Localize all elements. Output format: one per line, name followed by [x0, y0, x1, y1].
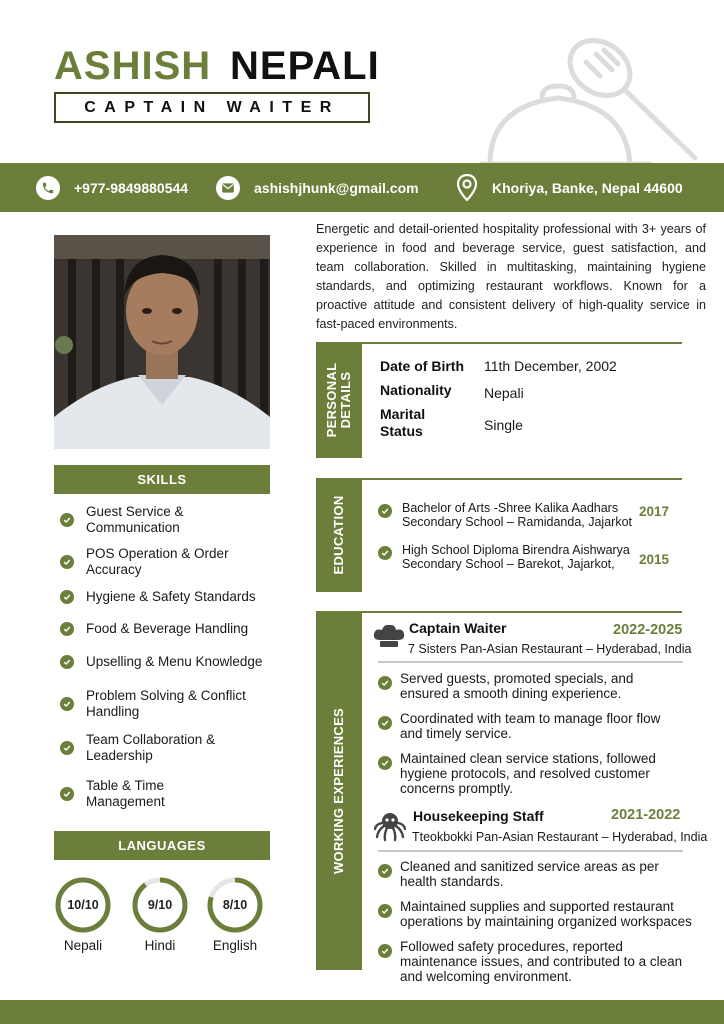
- skill-item: [60, 732, 274, 764]
- language-hindi: [131, 876, 189, 953]
- check-icon: [378, 904, 392, 918]
- bullet-line: Maintained clean service stations, followed: [400, 751, 656, 766]
- skill-item: [60, 654, 274, 670]
- skill-label: Hygiene & Safety Standards: [86, 589, 256, 604]
- footer-band: [0, 1000, 724, 1024]
- divider: [362, 478, 682, 480]
- check-icon: [378, 716, 392, 730]
- personal-details-label: [325, 363, 353, 438]
- languages-heading: LANGUAGES: [54, 831, 270, 860]
- language-name: Hindi: [144, 938, 176, 953]
- dob-value: 11th December, 2002: [484, 358, 617, 374]
- check-icon: [60, 741, 74, 755]
- marital-value: Single: [484, 417, 523, 433]
- contact-phone: [36, 163, 188, 212]
- job-title: Captain Waiter: [409, 620, 507, 636]
- skill-label: Table & Time Management: [86, 778, 165, 809]
- job-bullet: [378, 899, 708, 929]
- label-line: PERSONAL: [324, 362, 339, 438]
- check-icon: [60, 622, 74, 636]
- check-icon: [60, 787, 74, 801]
- check-icon: [60, 513, 74, 527]
- education-year: 2015: [639, 552, 670, 567]
- dob-label: Date of Birth: [380, 358, 464, 374]
- skill-label: Problem Solving & Conflict Handling: [86, 688, 246, 719]
- skill-label: Guest Service & Communication: [86, 504, 184, 535]
- contact-location: [456, 163, 683, 212]
- bullet-line: maintenance issues, and contributed to a clean: [400, 954, 683, 969]
- check-icon: [378, 546, 392, 560]
- phone-icon: [36, 176, 60, 200]
- job-years: 2021-2022: [611, 807, 681, 823]
- education-line: High School Diploma Birendra Aishwarya: [402, 543, 630, 557]
- skill-item: [60, 621, 274, 637]
- language-score: 8/10: [222, 898, 248, 912]
- language-english: [206, 876, 264, 953]
- bullet-line: Coordinated with team to manage floor flow: [400, 711, 661, 726]
- job-bullet: [378, 751, 708, 796]
- check-icon: [378, 864, 392, 878]
- email-icon: [216, 176, 240, 200]
- bullet-line: Cleaned and sanitized service areas as per: [400, 859, 659, 874]
- divider: [378, 850, 683, 852]
- octopus-icon: [374, 810, 406, 842]
- label-line: Marital: [380, 406, 426, 422]
- job-bullet: [378, 711, 708, 741]
- education-item: [378, 501, 678, 529]
- job-title-box: [54, 92, 370, 123]
- phone-number[interactable]: +977-9849880544: [74, 179, 189, 196]
- language-nepali: [54, 876, 112, 953]
- education-item: [378, 543, 678, 571]
- check-icon: [60, 655, 74, 669]
- language-name: English: [212, 938, 258, 953]
- label-line: Status: [380, 423, 423, 439]
- education-year: 2017: [639, 504, 670, 519]
- job-bullet: [378, 939, 708, 984]
- bullet-line: Maintained supplies and supported restaurant: [400, 899, 674, 914]
- experience-bar: [316, 611, 362, 970]
- job-place: 7 Sisters Pan-Asian Restaurant – Hyderabad, India: [408, 642, 692, 656]
- check-icon: [378, 944, 392, 958]
- bullet-line: ensured a smooth dining experience.: [400, 686, 622, 701]
- experience-label: WORKING EXPERIENCES: [331, 707, 346, 874]
- skill-item: [60, 589, 274, 605]
- bullet-line: Followed safety procedures, reported: [400, 939, 623, 954]
- language-score: 9/10: [147, 898, 173, 912]
- kitchen-utensils-icon: [480, 28, 724, 168]
- nationality-value: Nepali: [484, 385, 524, 401]
- last-name: NEPALI: [230, 44, 380, 88]
- first-name: ASHISH: [54, 44, 212, 88]
- education-label: EDUCATION: [331, 495, 346, 575]
- job-years: 2022-2025: [613, 622, 683, 638]
- location-pin-icon: [456, 176, 478, 200]
- marital-label: [380, 406, 425, 440]
- skill-label: Upselling & Menu Knowledge: [86, 654, 263, 669]
- profile-photo: [54, 235, 270, 449]
- education-line: Bachelor of Arts -Shree Kalika Aadhars: [402, 501, 619, 515]
- bullet-line: Served guests, promoted specials, and: [400, 671, 634, 686]
- job-title: Housekeeping Staff: [413, 808, 544, 824]
- job-bullet: [378, 671, 708, 701]
- bullet-line: concerns promptly.: [400, 781, 514, 796]
- education-bar: [316, 478, 362, 592]
- job-bullet: [378, 859, 708, 889]
- skills-heading: SKILLS: [54, 465, 270, 494]
- skill-label: POS Operation & Order Accuracy: [86, 546, 229, 577]
- nationality-label: Nationality: [380, 382, 452, 398]
- contact-email: [216, 163, 419, 212]
- education-line: Secondary School – Barekot, Jajarkot,: [402, 557, 615, 571]
- profile-summary: Energetic and detail-oriented hospitality professional with 3+ years of experience in food and beverage service, guest satisfaction, and team collaboration. Skilled in multitasking, maintaining hygiene standards, and optimizing restaurant workflows. Known for a proactive attitude and consistent delivery of high-quality service in fast-paced environments.: [316, 222, 706, 331]
- email-address[interactable]: ashishjhunk@gmail.com: [254, 179, 419, 196]
- check-icon: [60, 590, 74, 604]
- bullet-line: operations by maintaining organized workspaces: [400, 914, 692, 929]
- skill-item: [60, 546, 274, 578]
- personal-details-bar: [316, 342, 362, 458]
- job-place: Tteokbokki Pan-Asian Restaurant – Hyderabad, India: [412, 830, 708, 844]
- skill-label: Food & Beverage Handling: [86, 621, 249, 636]
- bullet-line: and welcoming environment.: [400, 969, 572, 984]
- label-line: DETAILS: [338, 371, 353, 429]
- divider: [362, 611, 682, 613]
- bullet-line: health standards.: [400, 874, 504, 889]
- check-icon: [378, 756, 392, 770]
- language-name: Nepali: [63, 938, 103, 953]
- job-title: CAPTAIN WAITER: [84, 98, 340, 116]
- bullet-line: hygiene protocols, and resolved customer: [400, 766, 650, 781]
- divider: [378, 661, 683, 663]
- divider: [362, 342, 682, 344]
- language-score: 10/10: [67, 898, 99, 912]
- bullet-line: and timely service.: [400, 726, 512, 741]
- skill-item: [60, 688, 274, 720]
- check-icon: [60, 555, 74, 569]
- skill-item: [60, 778, 274, 810]
- check-icon: [378, 676, 392, 690]
- skill-label: Team Collaboration & Leadership: [86, 732, 216, 763]
- location-text: Khoriya, Banke, Nepal 44600: [492, 179, 683, 196]
- check-icon: [378, 504, 392, 518]
- chef-hat-icon: [372, 624, 406, 650]
- skill-item: [60, 504, 274, 536]
- check-icon: [60, 697, 74, 711]
- education-line: Secondary School – Ramidanda, Jajarkot: [402, 515, 632, 529]
